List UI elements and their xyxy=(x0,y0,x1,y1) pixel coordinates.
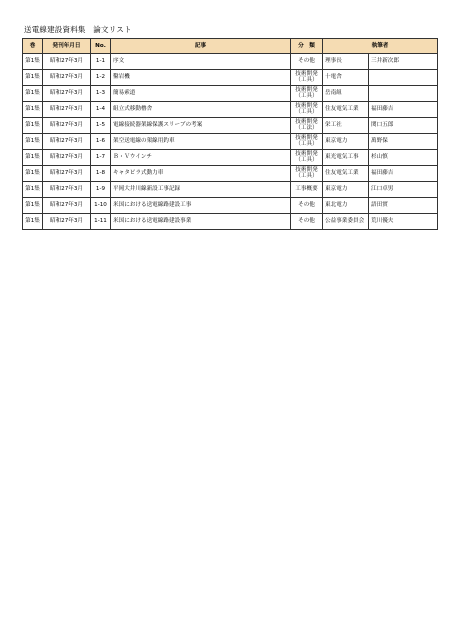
cell-no: 1-7 xyxy=(91,150,111,166)
category-sub: （工具） xyxy=(295,76,318,83)
cell-no: 1-1 xyxy=(91,54,111,70)
cell-vol: 第1集 xyxy=(23,150,43,166)
category-sub: （工具） xyxy=(295,172,318,179)
table-row xyxy=(23,86,438,102)
cell-vol: 第1集 xyxy=(23,198,43,214)
cell-author-person: 三井新次郎 xyxy=(369,54,438,70)
cell-date: 昭和27年3月 xyxy=(43,150,91,166)
cell-author-org: 岳南組 xyxy=(323,86,369,102)
cell-date: 昭和27年3月 xyxy=(43,102,91,118)
cell-category xyxy=(291,198,323,214)
cell-category xyxy=(291,150,323,166)
category-sub: （工具） xyxy=(295,156,318,163)
cell-date: 昭和27年3月 xyxy=(43,198,91,214)
cell-author-org: 東光電気工事 xyxy=(323,150,369,166)
cell-author-org: 住友電気工業 xyxy=(323,166,369,182)
cell-author-org: 東北電力 xyxy=(323,198,369,214)
cell-author-person: 語田實 xyxy=(369,198,438,214)
cell-date: 昭和27年3月 xyxy=(43,86,91,102)
cell-vol: 第1集 xyxy=(23,118,43,134)
cell-article: 米国における送電線路建設事業 xyxy=(111,214,291,230)
cell-no: 1-8 xyxy=(91,166,111,182)
header-date: 発刊年月日 xyxy=(43,39,91,54)
cell-author-person xyxy=(369,70,438,86)
cell-author-org: 東京電力 xyxy=(323,182,369,198)
category-main: 工事概要 xyxy=(295,185,318,192)
category-sub: （工具） xyxy=(295,92,318,99)
cell-author-person xyxy=(369,86,438,102)
category-sub: （工具） xyxy=(295,108,318,115)
cell-author-person: 杉山慎 xyxy=(369,150,438,166)
cell-date: 昭和27年3月 xyxy=(43,118,91,134)
cell-author-person: 江口卓男 xyxy=(369,182,438,198)
cell-author-org: 栄工社 xyxy=(323,118,369,134)
cell-article: 組立式移動櫓舎 xyxy=(111,102,291,118)
table-body xyxy=(23,54,438,230)
table-row xyxy=(23,214,438,230)
category-main: 技術開発 xyxy=(295,150,318,157)
cell-article: 平岡大井川線新設工事記録 xyxy=(111,182,291,198)
cell-no: 1-11 xyxy=(91,214,111,230)
cell-vol: 第1集 xyxy=(23,102,43,118)
cell-category xyxy=(291,214,323,230)
cell-vol: 第1集 xyxy=(23,134,43,150)
cell-no: 1-9 xyxy=(91,182,111,198)
header-no: No. xyxy=(91,39,111,54)
cell-author-person: 福田藤吉 xyxy=(369,102,438,118)
header-category: 分 類 xyxy=(291,39,323,54)
cell-no: 1-2 xyxy=(91,70,111,86)
cell-vol: 第1集 xyxy=(23,182,43,198)
cell-vol: 第1集 xyxy=(23,214,43,230)
cell-category xyxy=(291,182,323,198)
cell-vol: 第1集 xyxy=(23,166,43,182)
category-main: その他 xyxy=(298,217,315,224)
cell-category xyxy=(291,134,323,150)
category-sub: （工法） xyxy=(295,124,318,131)
cell-category xyxy=(291,166,323,182)
category-sub: （工具） xyxy=(295,140,318,147)
cell-author-org: 十電舎 xyxy=(323,70,369,86)
cell-article: 架空送電線の架線用釣車 xyxy=(111,134,291,150)
category-main: 技術開発 xyxy=(295,166,318,173)
cell-article: 電線接続器架線保護スリーブの考案 xyxy=(111,118,291,134)
cell-vol: 第1集 xyxy=(23,86,43,102)
cell-author-org: 東京電力 xyxy=(323,134,369,150)
table-row xyxy=(23,198,438,214)
cell-category xyxy=(291,54,323,70)
table-row xyxy=(23,182,438,198)
cell-category xyxy=(291,102,323,118)
cell-date: 昭和27年3月 xyxy=(43,214,91,230)
category-main: 技術開発 xyxy=(295,118,318,125)
cell-category xyxy=(291,86,323,102)
cell-article: 簡易索道 xyxy=(111,86,291,102)
table-row xyxy=(23,102,438,118)
paper-list-table xyxy=(22,38,438,230)
table-row xyxy=(23,166,438,182)
header-author: 執筆者 xyxy=(323,39,438,54)
cell-vol: 第1集 xyxy=(23,54,43,70)
category-main: その他 xyxy=(298,201,315,208)
cell-author-org: 住友電気工業 xyxy=(323,102,369,118)
cell-author-person: 福田藤吉 xyxy=(369,166,438,182)
cell-no: 1-6 xyxy=(91,134,111,150)
cell-date: 昭和27年3月 xyxy=(43,70,91,86)
table-row xyxy=(23,118,438,134)
cell-no: 1-10 xyxy=(91,198,111,214)
category-main: 技術開発 xyxy=(295,86,318,93)
page-title: 送電線建設資料集 論文リスト xyxy=(24,25,132,34)
table-row xyxy=(23,150,438,166)
cell-no: 1-4 xyxy=(91,102,111,118)
table-header-row xyxy=(23,39,438,54)
cell-article: キャタピラ式動力車 xyxy=(111,166,291,182)
table-row xyxy=(23,54,438,70)
table-row xyxy=(23,70,438,86)
cell-no: 1-5 xyxy=(91,118,111,134)
cell-date: 昭和27年3月 xyxy=(43,54,91,70)
cell-date: 昭和27年3月 xyxy=(43,166,91,182)
header-article: 記事 xyxy=(111,39,291,54)
cell-category xyxy=(291,70,323,86)
category-main: 技術開発 xyxy=(295,134,318,141)
cell-no: 1-3 xyxy=(91,86,111,102)
cell-article: 米国における送電線路建設工事 xyxy=(111,198,291,214)
cell-date: 昭和27年3月 xyxy=(43,134,91,150)
cell-author-org: 公益事業委員会 xyxy=(323,214,369,230)
cell-article: 序文 xyxy=(111,54,291,70)
cell-date: 昭和27年3月 xyxy=(43,182,91,198)
cell-category xyxy=(291,118,323,134)
cell-author-person: 関口五郎 xyxy=(369,118,438,134)
header-vol: 巻 xyxy=(23,39,43,54)
table-row xyxy=(23,134,438,150)
cell-vol: 第1集 xyxy=(23,70,43,86)
cell-article: Ｂ・Ｖウインチ xyxy=(111,150,291,166)
category-main: 技術開発 xyxy=(295,102,318,109)
cell-author-person: 荒川優夫 xyxy=(369,214,438,230)
cell-author-org: 理事長 xyxy=(323,54,369,70)
cell-author-person: 萬野保 xyxy=(369,134,438,150)
cell-article: 鑿岩機 xyxy=(111,70,291,86)
category-main: 技術開発 xyxy=(295,70,318,77)
category-main: その他 xyxy=(298,57,315,64)
